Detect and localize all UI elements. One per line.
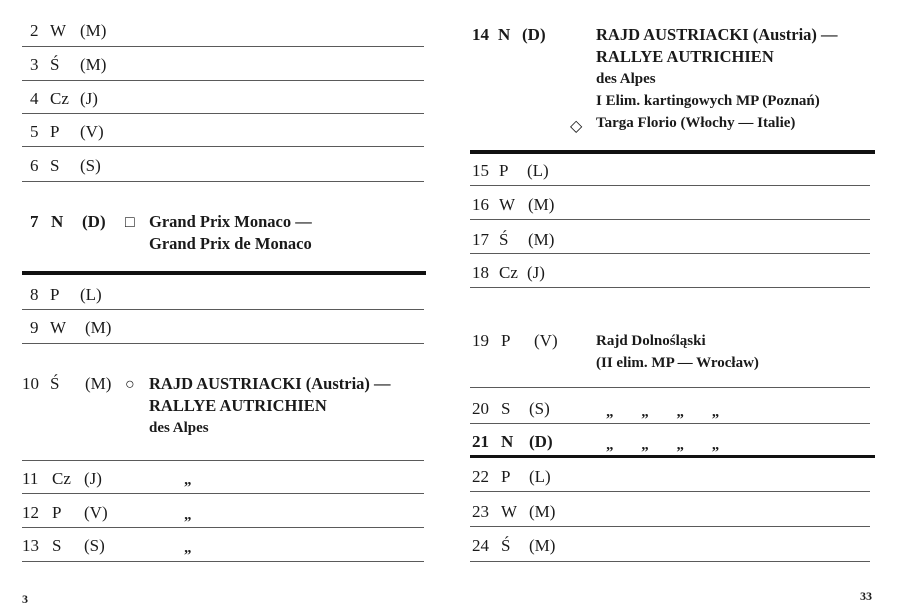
day-abbr: (M) <box>529 502 556 521</box>
rule-line <box>22 343 424 344</box>
day-abbr: (S) <box>529 399 550 418</box>
event-rajd-austriacki <box>596 24 838 134</box>
event-line: I Elim. kartingowych MP (Poznań) <box>596 93 820 109</box>
day-number: 14 <box>472 25 489 44</box>
day-of-week: W <box>50 318 67 337</box>
day-number: 10 <box>22 374 39 393</box>
day-of-week: P <box>50 122 60 141</box>
rule-line <box>22 460 424 461</box>
day-of-week: P <box>501 467 511 486</box>
day-of-week: Ś <box>50 374 60 393</box>
rule-line <box>22 561 424 562</box>
day-of-week: N <box>501 432 514 451</box>
day-number: 21 <box>472 432 489 451</box>
day-abbr: (J) <box>80 89 98 108</box>
day-abbr: (J) <box>527 263 545 282</box>
day-of-week: Cz <box>52 469 71 488</box>
square-icon: □ <box>125 214 135 231</box>
day-number: 19 <box>472 331 489 350</box>
rule-line <box>22 309 424 310</box>
day-abbr: (M) <box>528 195 555 214</box>
event-line: (II elim. MP — Wrocław) <box>596 355 759 371</box>
ditto-mark: „ <box>184 472 193 488</box>
day-number: 11 <box>22 469 39 488</box>
rule-line <box>22 181 424 182</box>
day-abbr: (V) <box>534 331 558 350</box>
day-of-week: N <box>51 212 64 231</box>
day-of-week: N <box>498 25 511 44</box>
day-of-week: P <box>52 503 62 522</box>
event-line: RALLYE AUTRICHIEN <box>149 396 327 415</box>
day-number: 2 <box>30 21 39 40</box>
rule-line <box>22 527 424 528</box>
day-number: 20 <box>472 399 489 418</box>
day-number: 15 <box>472 161 489 180</box>
day-of-week: Cz <box>499 263 518 282</box>
rule-line <box>470 185 870 186</box>
day-number: 4 <box>30 89 39 108</box>
rule-line <box>470 491 870 492</box>
day-of-week: S <box>50 156 60 175</box>
rule-line <box>470 253 870 254</box>
day-number: 9 <box>30 318 39 337</box>
day-of-week: Ś <box>501 536 511 555</box>
rule-line <box>470 219 870 220</box>
day-number: 12 <box>22 503 39 522</box>
day-abbr: (S) <box>84 536 105 555</box>
event-rajd-dolnoslaski <box>596 330 759 374</box>
event-rajd-austriacki <box>149 373 391 439</box>
day-abbr: (L) <box>529 467 551 486</box>
day-abbr: (L) <box>527 161 549 180</box>
event-line-targa-florio: Targa Florio (Włochy — Italie) <box>596 115 796 131</box>
diamond-icon: ◇ <box>570 118 583 135</box>
day-abbr: (M) <box>85 318 112 337</box>
day-of-week: P <box>50 285 60 304</box>
event-line: des Alpes <box>149 420 209 436</box>
day-number: 22 <box>472 467 489 486</box>
event-line: RALLYE AUTRICHIEN <box>596 47 774 66</box>
page-number: 3 <box>22 592 28 606</box>
rule-line <box>22 146 424 147</box>
event-line: des Alpes <box>596 71 656 87</box>
day-number: 8 <box>30 285 39 304</box>
day-of-week: W <box>499 195 516 214</box>
page-number: 33 <box>860 589 872 603</box>
day-number: 7 <box>30 212 39 231</box>
day-of-week: S <box>52 536 62 555</box>
day-abbr: (S) <box>80 156 101 175</box>
day-of-week: Cz <box>50 89 69 108</box>
day-abbr: (J) <box>84 469 102 488</box>
event-line: RAJD AUSTRIACKI (Austria) — <box>596 25 838 44</box>
rule-line <box>470 526 870 527</box>
rule-line <box>22 80 424 81</box>
event-line: Grand Prix Monaco — <box>149 212 312 231</box>
day-abbr: (M) <box>80 21 107 40</box>
week-divider <box>22 271 426 275</box>
day-abbr: (M) <box>529 536 556 555</box>
ditto-mark: „ „ „ „ <box>606 437 721 453</box>
day-abbr: (L) <box>80 285 102 304</box>
day-of-week: Ś <box>499 230 509 249</box>
rule-line <box>470 287 870 288</box>
day-of-week: Ś <box>50 55 60 74</box>
rule-line <box>470 561 870 562</box>
day-number: 13 <box>22 536 39 555</box>
circle-icon: ○ <box>125 376 135 393</box>
event-grand-prix-monaco <box>149 211 312 255</box>
ditto-mark: „ „ „ „ <box>606 404 721 420</box>
day-number: 16 <box>472 195 489 214</box>
day-of-week: W <box>501 502 518 521</box>
day-abbr: (V) <box>80 122 104 141</box>
day-number: 18 <box>472 263 489 282</box>
day-of-week: P <box>499 161 509 180</box>
rule-line <box>22 46 424 47</box>
left-page <box>0 0 450 606</box>
event-line: Grand Prix de Monaco <box>149 234 312 253</box>
day-number: 5 <box>30 122 39 141</box>
rule-line <box>470 423 870 424</box>
rule-line <box>22 113 424 114</box>
day-abbr: (M) <box>528 230 555 249</box>
day-of-week: P <box>501 331 511 350</box>
day-of-week: S <box>501 399 511 418</box>
day-of-week: W <box>50 21 67 40</box>
rule-line <box>22 493 424 494</box>
day-abbr: (D) <box>522 25 546 44</box>
day-abbr: (M) <box>80 55 107 74</box>
day-number: 6 <box>30 156 39 175</box>
day-number: 17 <box>472 230 489 249</box>
rule-line <box>470 387 870 388</box>
day-number: 24 <box>472 536 489 555</box>
week-divider <box>470 455 875 458</box>
day-number: 23 <box>472 502 489 521</box>
right-page <box>450 0 900 606</box>
day-abbr: (D) <box>82 212 106 231</box>
day-abbr: (M) <box>85 374 112 393</box>
day-number: 3 <box>30 55 39 74</box>
day-abbr: (V) <box>84 503 108 522</box>
event-line: Rajd Dolnośląski <box>596 333 706 349</box>
ditto-mark: „ <box>184 540 193 556</box>
ditto-mark: „ <box>184 507 193 523</box>
week-divider <box>470 150 875 154</box>
day-abbr: (D) <box>529 432 553 451</box>
event-line: RAJD AUSTRIACKI (Austria) — <box>149 374 391 393</box>
